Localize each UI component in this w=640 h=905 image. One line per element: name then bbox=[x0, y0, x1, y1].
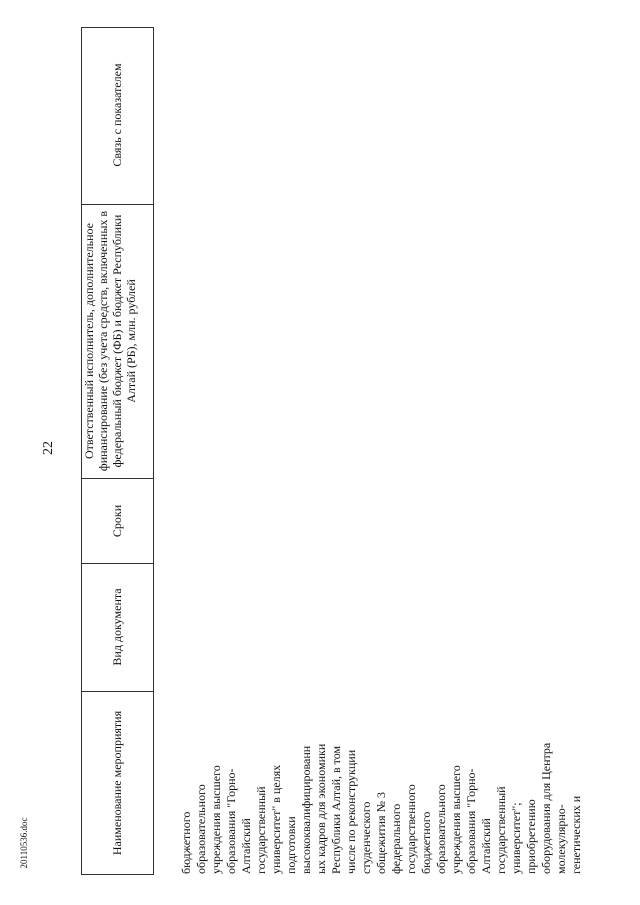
row1-name-line: федерального bbox=[389, 803, 403, 874]
row1-name-line: Алтайский bbox=[239, 818, 253, 874]
row1-name-line: университет"; bbox=[509, 802, 523, 874]
row1-name-line: ых кадров для экономики bbox=[314, 743, 328, 874]
row1-name-line: университет" в целях bbox=[269, 764, 283, 874]
row1-name-line: бюджетного bbox=[179, 811, 193, 874]
header-link: Связь с показателем bbox=[110, 63, 124, 167]
row1-name-line: оборудования для Центра bbox=[539, 742, 553, 874]
col-divider-3 bbox=[81, 563, 153, 564]
row1-name-text bbox=[179, 698, 584, 874]
row1-name-line: студенческого bbox=[359, 801, 373, 874]
row1-name-line: молекулярно- bbox=[554, 804, 568, 874]
row1-name-cell bbox=[179, 698, 584, 874]
row1-name-line: числе по реконструкции bbox=[344, 749, 358, 874]
col-divider-1 bbox=[81, 204, 153, 205]
header-terms: Сроки bbox=[110, 504, 124, 538]
row1-name-line: учреждения высшего bbox=[209, 765, 223, 874]
col-divider-2 bbox=[81, 478, 153, 479]
header-doc-type: Вид документа bbox=[110, 588, 124, 666]
row1-name-line: государственный bbox=[254, 786, 268, 874]
row1-name-line: учреждения высшего bbox=[449, 765, 463, 874]
row1-name-line: государственного bbox=[404, 784, 418, 874]
header-executor: Ответственный исполнитель, дополнительное финансирование (без учета средств, включенных в федеральный бюджет (ФБ) и бюджет Республики Алтай (РБ), млн. рублей bbox=[82, 210, 138, 472]
row1-name-line: подготовки bbox=[284, 816, 298, 874]
row1-name-line: Республики Алтай, в том bbox=[329, 745, 343, 874]
row1-name-line: государственный bbox=[494, 786, 508, 874]
row1-name-line: образовательного bbox=[194, 784, 208, 874]
row1-name-line: Алтайский bbox=[479, 818, 493, 874]
table-top-border bbox=[81, 27, 153, 28]
row1-name-line: генетических и bbox=[569, 795, 583, 874]
row1-name-line: бюджетного bbox=[419, 811, 433, 874]
header-name: Наименование мероприятия bbox=[110, 710, 124, 856]
row1-name-line: образования "Горно- bbox=[464, 768, 478, 874]
row1-name-line: образовательного bbox=[434, 784, 448, 874]
footer-doc-code: 20110536.doc bbox=[19, 817, 29, 869]
row1-name-line: общежития № 3 bbox=[374, 791, 388, 874]
header-divider bbox=[153, 27, 154, 875]
row1-name-line: высококвалифицированн bbox=[299, 745, 313, 874]
page-number: 22 bbox=[41, 441, 56, 455]
row1-name-line: приобретению bbox=[524, 799, 538, 874]
row1-name-line: образования "Горно- bbox=[224, 768, 238, 874]
